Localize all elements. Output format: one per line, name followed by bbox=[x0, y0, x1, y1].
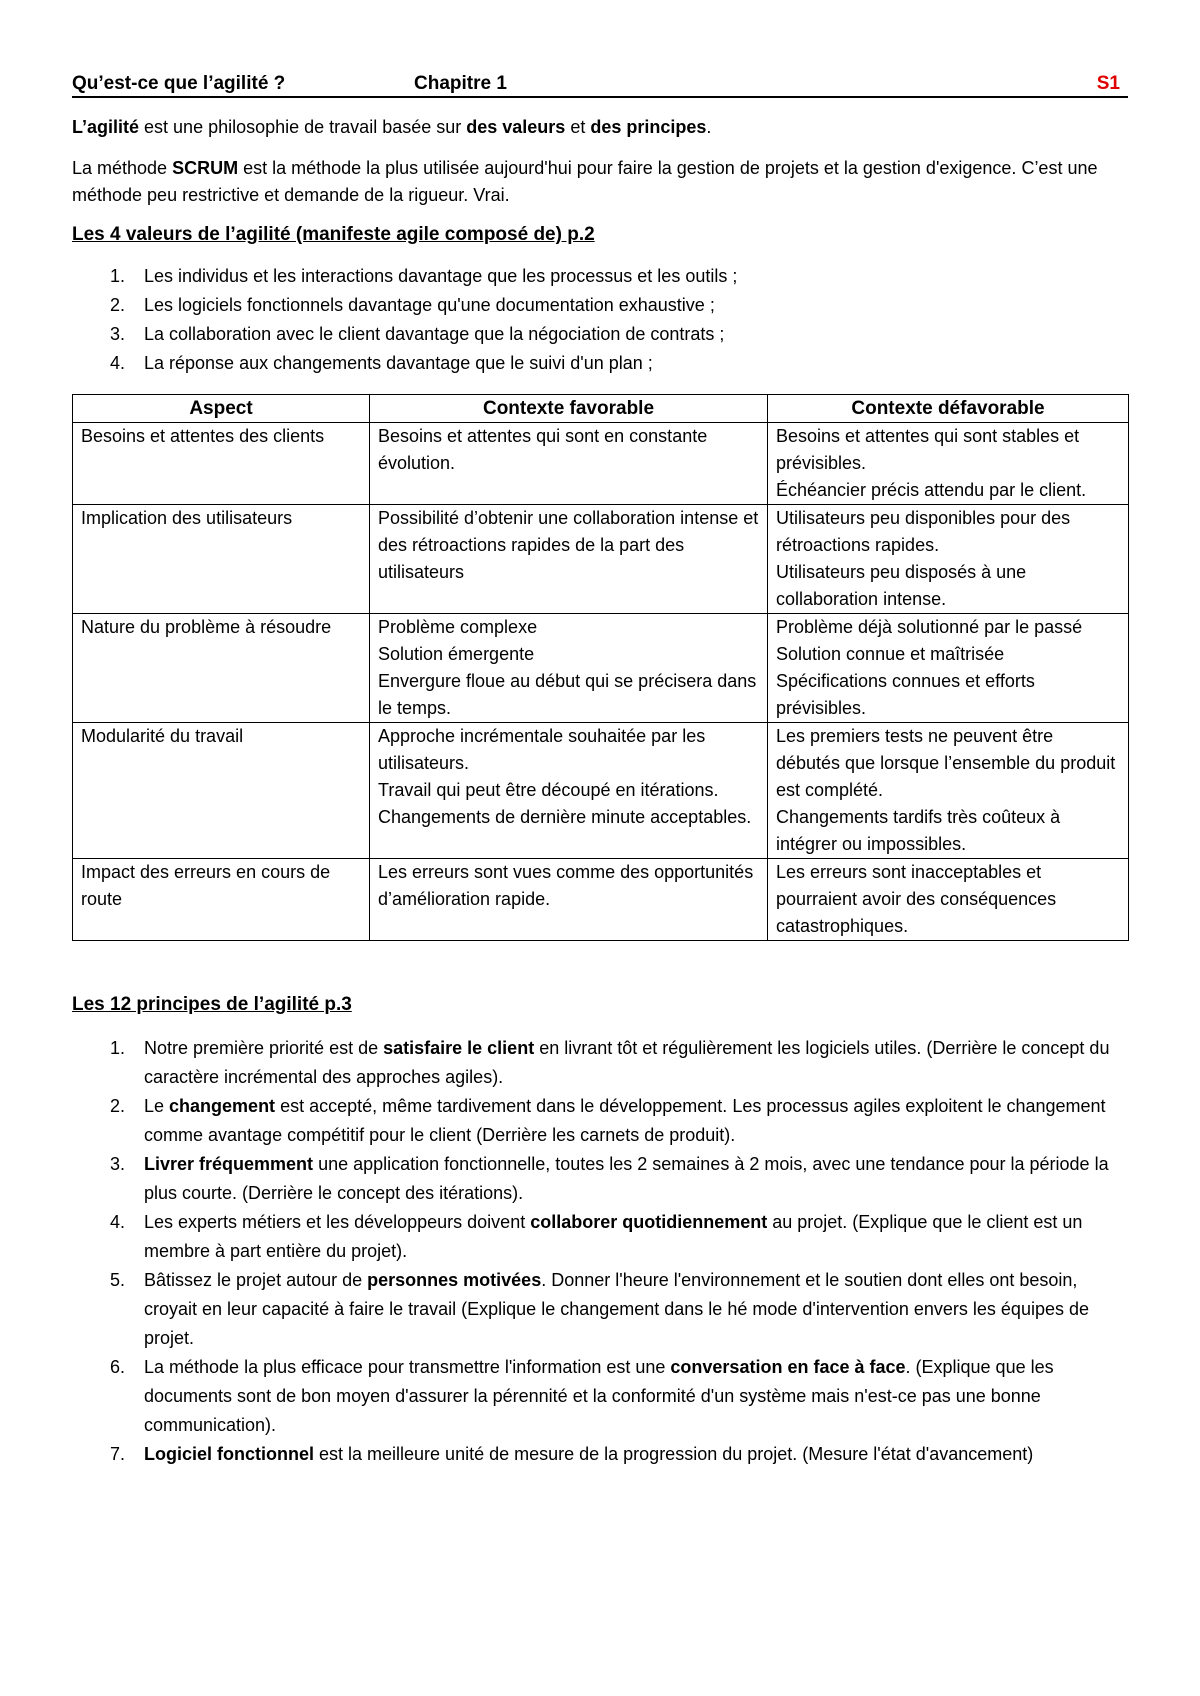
principle-post: est accepté, même tardivement dans le développement. Les processus agiles exploitent le changement comme avantage compétitif pour le client (Derrière les carnets de produit). bbox=[144, 1096, 1106, 1145]
list-number: 2. bbox=[110, 1096, 126, 1116]
cell-line: Utilisateurs peu disponibles pour des rétroactions rapides. bbox=[776, 508, 1071, 555]
principle-bold: personnes motivées bbox=[367, 1270, 542, 1290]
cell-line: Besoins et attentes qui sont en constante évolution. bbox=[378, 426, 708, 473]
table-cell-defavorable bbox=[768, 505, 1129, 614]
table-cell-favorable bbox=[370, 859, 768, 941]
scrum-bold: SCRUM bbox=[172, 158, 239, 178]
scrum-text: La méthode bbox=[72, 158, 173, 178]
principle-post: est la meilleure unité de mesure de la progression du projet. (Mesure l'état d'avancement) bbox=[314, 1444, 1034, 1464]
intro-bold: des principes bbox=[590, 117, 707, 137]
principle-pre: Bâtissez le projet autour de bbox=[144, 1270, 368, 1290]
table-cell-favorable bbox=[370, 423, 768, 505]
cell-line: Les premiers tests ne peuvent être débutés que lorsque l’ensemble du produit est complété. bbox=[776, 726, 1116, 800]
principle-item bbox=[72, 1034, 1128, 1092]
cell-line: Besoins et attentes des clients bbox=[81, 426, 325, 446]
header-title: Qu’est-ce que l’agilité ? bbox=[72, 73, 286, 94]
cell-line: Besoins et attentes qui sont stables et prévisibles. bbox=[776, 426, 1080, 473]
table-cell-favorable bbox=[370, 505, 768, 614]
cell-line: Solution connue et maîtrisée bbox=[776, 644, 1005, 664]
principle-post: au projet. (Explique que le client est un membre à part entière du projet). bbox=[144, 1212, 1083, 1261]
list-number: 2. bbox=[110, 295, 126, 315]
principle-bold: changement bbox=[169, 1096, 276, 1116]
intro-text: est une philosophie de travail basée sur bbox=[139, 117, 467, 137]
principle-post: . Donner l'heure l'environnement et le soutien dont elles ont besoin, croyait en leur capacité à faire le travail (Explique le changement dans le hé mode d'intervention envers les équipes de projet. bbox=[144, 1270, 1089, 1348]
document-page bbox=[72, 70, 1128, 1469]
list-number: 3. bbox=[110, 324, 126, 344]
principle-bold: satisfaire le client bbox=[383, 1038, 535, 1058]
intro-paragraph bbox=[72, 114, 1128, 141]
list-item bbox=[72, 320, 1128, 349]
principle-post: une application fonctionnelle, toutes les 2 semaines à 2 mois, avec une tendance pour la période la plus courte. (Derrière le concept des itérations). bbox=[144, 1154, 1109, 1203]
table-header-cell: Aspect bbox=[73, 395, 370, 423]
table-row bbox=[73, 614, 1129, 723]
principle-post: . (Explique que les documents sont de bon moyen d'assurer la pérennité et la conformité d'un système mais n'est-ce pas une bonne communication). bbox=[144, 1357, 1054, 1435]
table-cell-favorable bbox=[370, 614, 768, 723]
list-item bbox=[72, 349, 1128, 378]
principle-pre: Notre première priorité est de bbox=[144, 1038, 384, 1058]
intro-text: et bbox=[565, 117, 591, 137]
table-row bbox=[73, 505, 1129, 614]
cell-line: Utilisateurs peu disposés à une collaboration intense. bbox=[776, 562, 1027, 609]
principle-item bbox=[72, 1092, 1128, 1150]
table-cell-aspect bbox=[73, 723, 370, 859]
values-heading: Les 4 valeurs de l’agilité (manifeste agile composé de) p.2 bbox=[72, 224, 595, 245]
table-cell-defavorable bbox=[768, 614, 1129, 723]
cell-line: Solution émergente bbox=[378, 644, 535, 664]
list-text: Les logiciels fonctionnels davantage qu'une documentation exhaustive ; bbox=[144, 295, 715, 315]
principle-pre: La méthode la plus efficace pour transmettre l'information est une bbox=[144, 1357, 671, 1377]
cell-line: Échéancier précis attendu par le client. bbox=[776, 480, 1087, 500]
cell-line: Problème complexe bbox=[378, 617, 538, 637]
cell-line: Les erreurs sont vues comme des opportunités d’amélioration rapide. bbox=[378, 862, 754, 909]
principle-bold: Livrer fréquemment bbox=[144, 1154, 314, 1174]
intro-term: L’agilité bbox=[72, 117, 140, 137]
principle-item bbox=[72, 1440, 1128, 1469]
list-item bbox=[72, 262, 1128, 291]
header-tag: S1 bbox=[1096, 73, 1120, 94]
principle-item bbox=[72, 1266, 1128, 1353]
principle-pre: Les experts métiers et les développeurs doivent bbox=[144, 1212, 531, 1232]
table-cell-aspect bbox=[73, 859, 370, 941]
table-cell-favorable bbox=[370, 723, 768, 859]
list-text: Les individus et les interactions davantage que les processus et les outils ; bbox=[144, 266, 738, 286]
list-text: La collaboration avec le client davantage que la négociation de contrats ; bbox=[144, 324, 725, 344]
table-cell-defavorable bbox=[768, 723, 1129, 859]
principle-bold: Logiciel fonctionnel bbox=[144, 1444, 314, 1464]
cell-line: Changements de dernière minute acceptables. bbox=[378, 807, 752, 827]
principles-list bbox=[72, 1034, 1128, 1469]
principles-heading: Les 12 principes de l’agilité p.3 bbox=[72, 994, 352, 1015]
principle-item bbox=[72, 1353, 1128, 1440]
table-header-cell: Contexte défavorable bbox=[768, 395, 1129, 423]
intro-text: . bbox=[706, 117, 712, 137]
scrum-paragraph bbox=[72, 155, 1128, 209]
values-list bbox=[72, 262, 1128, 378]
intro-bold: des valeurs bbox=[466, 117, 566, 137]
principle-pre: Le bbox=[144, 1096, 170, 1116]
list-number: 5. bbox=[110, 1270, 126, 1290]
list-number: 7. bbox=[110, 1444, 126, 1464]
cell-line: Les erreurs sont inacceptables et pourraient avoir des conséquences catastrophiques. bbox=[776, 862, 1057, 936]
cell-line: Changements tardifs très coûteux à intégrer ou impossibles. bbox=[776, 807, 1061, 854]
table-header-row bbox=[73, 395, 1129, 423]
table-cell-defavorable bbox=[768, 859, 1129, 941]
list-number: 1. bbox=[110, 1038, 126, 1058]
principle-item bbox=[72, 1208, 1128, 1266]
page-header bbox=[72, 70, 1128, 98]
table-cell-aspect bbox=[73, 505, 370, 614]
table-cell-aspect bbox=[73, 614, 370, 723]
principle-bold: collaborer quotidiennement bbox=[530, 1212, 768, 1232]
table-row bbox=[73, 423, 1129, 505]
table-header-cell: Contexte favorable bbox=[370, 395, 768, 423]
cell-line: Envergure floue au début qui se précisera dans le temps. bbox=[378, 671, 757, 718]
table-cell-defavorable bbox=[768, 423, 1129, 505]
cell-line: Implication des utilisateurs bbox=[81, 508, 293, 528]
table-row bbox=[73, 723, 1129, 859]
list-number: 4. bbox=[110, 1212, 126, 1232]
list-number: 1. bbox=[110, 266, 126, 286]
context-table bbox=[72, 394, 1129, 941]
cell-line: Possibilité d’obtenir une collaboration intense et des rétroactions rapides de la part des utilisateurs bbox=[378, 508, 759, 582]
cell-line: Modularité du travail bbox=[81, 726, 244, 746]
cell-line: Approche incrémentale souhaitée par les utilisateurs. bbox=[378, 726, 706, 773]
scrum-text: est la méthode la plus utilisée aujourd'hui pour faire la gestion de projets et la gestion d'exigence. C’est une méthode peu restrictive et demande de la rigueur. Vrai. bbox=[72, 158, 1098, 205]
list-number: 3. bbox=[110, 1154, 126, 1174]
list-text: La réponse aux changements davantage que le suivi d'un plan ; bbox=[144, 353, 653, 373]
principle-bold: conversation en face à face bbox=[670, 1357, 906, 1377]
cell-line: Nature du problème à résoudre bbox=[81, 617, 332, 637]
principle-post: en livrant tôt et régulièrement les logiciels utiles. (Derrière le concept du caractère incrémental des approches agiles). bbox=[144, 1038, 1110, 1087]
cell-line: Impact des erreurs en cours de route bbox=[81, 862, 331, 909]
principle-item bbox=[72, 1150, 1128, 1208]
list-item bbox=[72, 291, 1128, 320]
list-number: 6. bbox=[110, 1357, 126, 1377]
list-number: 4. bbox=[110, 353, 126, 373]
table-row bbox=[73, 859, 1129, 941]
cell-line: Travail qui peut être découpé en itérations. bbox=[378, 780, 719, 800]
header-chapter: Chapitre 1 bbox=[414, 73, 507, 94]
cell-line: Spécifications connues et efforts prévisibles. bbox=[776, 671, 1035, 718]
table-cell-aspect bbox=[73, 423, 370, 505]
cell-line: Problème déjà solutionné par le passé bbox=[776, 617, 1083, 637]
